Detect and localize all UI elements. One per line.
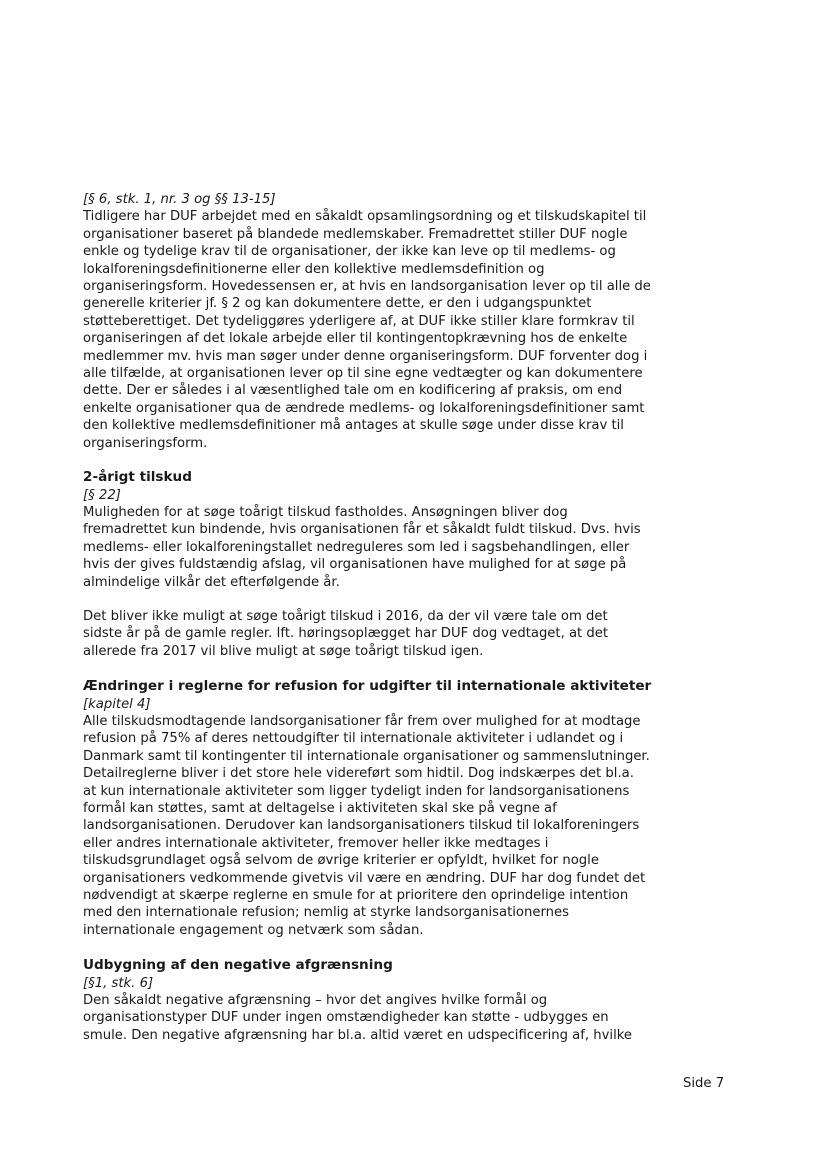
section-intro <box>83 191 663 452</box>
text-line: medlemmer mv. hvis man søger under denne organiseringsform. DUF forventer dog i <box>83 348 648 364</box>
section-biannual <box>83 469 663 660</box>
section-biannual-paragraph-2 <box>83 608 663 660</box>
spacer <box>83 660 663 678</box>
text-line: internationale engagement og netværk som sådan. <box>83 922 424 938</box>
text-line: fremadrettet kun bindende, hvis organisationen får et såkaldt fuldt tilskud. Dvs. hvis <box>83 522 641 538</box>
spacer <box>83 591 663 608</box>
section-negative-reference: [§1, stk. 6] <box>83 975 154 991</box>
section-international-paragraph <box>83 713 663 939</box>
text-line: generelle kriterier jf. § 2 og kan dokumentere dette, er den i udgangspunktet <box>83 296 592 312</box>
section-intro-paragraph <box>83 208 663 452</box>
text-line: tilskudsgrundlaget også selvom de øvrige kriterier er opfyldt, hvilket for nogle <box>83 853 599 869</box>
text-line: den kollektive medlemsdefinitioner må antages at skulle søge under disse krav til <box>83 418 624 434</box>
text-line: hvis der gives fuldstændig afslag, vil organisationen have mulighed for at søge på <box>83 557 627 573</box>
section-intro-reference: [§ 6, stk. 1, nr. 3 og §§ 13-15] <box>83 192 276 207</box>
text-line: organisationers vedkommende givetvis vil være en ændring. DUF har dog fundet det <box>83 870 646 886</box>
text-line: allerede fra 2017 vil blive muligt at søge toårigt tilskud igen. <box>83 643 484 659</box>
text-line: organisationer baseret på blandede medlemskaber. Fremadrettet stiller DUF nogle <box>83 226 628 242</box>
section-international <box>83 678 663 939</box>
section-biannual-reference: [§ 22] <box>83 487 121 503</box>
text-line: smule. Den negative afgrænsning har bl.a. altid været en udspecificering af, hvilke <box>83 1027 633 1043</box>
text-line: støtteberettiget. Det tydeliggøres yderligere af, at DUF ikke stiller klare formkrav til <box>83 313 635 329</box>
text-line: organiseringen af det lokale arbejde eller til kontingentopkrævning hos de enkelte <box>83 331 628 347</box>
section-negative-heading: Udbygning af den negative afgrænsning <box>83 957 393 974</box>
section-negative-paragraph <box>83 992 663 1044</box>
section-biannual-paragraph-1 <box>83 504 663 591</box>
text-line: alle tilfælde, at organisationen lever op til sine egne vedtægter og kan dokumentere <box>83 366 643 382</box>
text-line: almindelige vilkår det efterfølgende år. <box>83 574 340 590</box>
text-line: eller andres internationale aktiviteter, fremover heller ikke medtages i <box>83 835 549 851</box>
document-page <box>83 191 663 1044</box>
text-line: Muligheden for at søge toårigt tilskud fastholdes. Ansøgningen bliver dog <box>83 504 568 520</box>
section-biannual-heading: 2-årigt tilskud <box>83 469 192 486</box>
page-number: Side 7 <box>683 1076 725 1091</box>
text-line: landsorganisationen. Derudover kan landsorganisationers tilskud til lokalforeningers <box>83 818 640 834</box>
text-line: formål kan støttes, samt at deltagelse i aktiviteten skal ske på vegne af <box>83 801 557 816</box>
text-line: Detailreglerne bliver i det store hele videreført som hidtil. Dog indskærpes det bl.a. <box>83 766 634 782</box>
spacer <box>83 452 663 469</box>
spacer <box>83 939 663 957</box>
text-line: nødvendigt at skærpe reglerne en smule for at prioritere den oprindelige intention <box>83 888 629 904</box>
section-international-heading: Ændringer i reglerne for refusion for udgifter til internationale aktiviteter <box>83 678 652 695</box>
text-line: refusion på 75% af deres nettoudgifter til internationale aktiviteter i udlandet og i <box>83 731 624 747</box>
text-line: Det bliver ikke muligt at søge toårigt tilskud i 2016, da der vil være tale om det <box>83 608 608 624</box>
text-line: lokalforeningsdefinitionerne eller den kollektive medlemsdefinition og <box>83 261 545 277</box>
section-international-reference: [kapitel 4] <box>83 696 151 712</box>
text-line: organisationstyper DUF under ingen omstændigheder kan støtte - udbygges en <box>83 1010 609 1026</box>
text-line: sidste år på de gamle regler. Ift. høringsoplægget har DUF dog vedtaget, at det <box>83 626 609 642</box>
text-line: enkelte organisationer qua de ændrede medlems- og lokalforeningsdefinitioner samt <box>83 400 645 416</box>
text-line: enkle og tydelige krav til de organisationer, der ikke kan leve op til medlems- og <box>83 244 616 260</box>
text-line: organiseringsform. Hovedessensen er, at hvis en landsorganisation lever op til alle de <box>83 279 651 295</box>
text-line: dette. Der er således i al væsentlighed tale om en kodificering af praksis, om end <box>83 383 623 399</box>
text-line: at kun internationale aktiviteter som ligger tydeligt inden for landsorganisationens <box>83 783 630 799</box>
text-line: med den internationale refusion; nemlig at styrke landsorganisationernes <box>83 905 569 921</box>
text-line: Danmark samt til kontingenter til internationale organisationer og sammenslutninger. <box>83 748 650 764</box>
text-line: Tidligere har DUF arbejdet med en såkaldt opsamlingsordning og et tilskudskapitel til <box>83 209 647 225</box>
text-line: Alle tilskudsmodtagende landsorganisationer får frem over mulighed for at modtage <box>83 713 641 729</box>
section-negative <box>83 957 663 1044</box>
text-line: medlems- eller lokalforeningstallet nedreguleres som led i sagsbehandlingen, eller <box>83 539 630 555</box>
text-line: Den såkaldt negative afgrænsning – hvor det angives hvilke formål og <box>83 993 548 1009</box>
text-line: organiseringsform. <box>83 435 208 451</box>
